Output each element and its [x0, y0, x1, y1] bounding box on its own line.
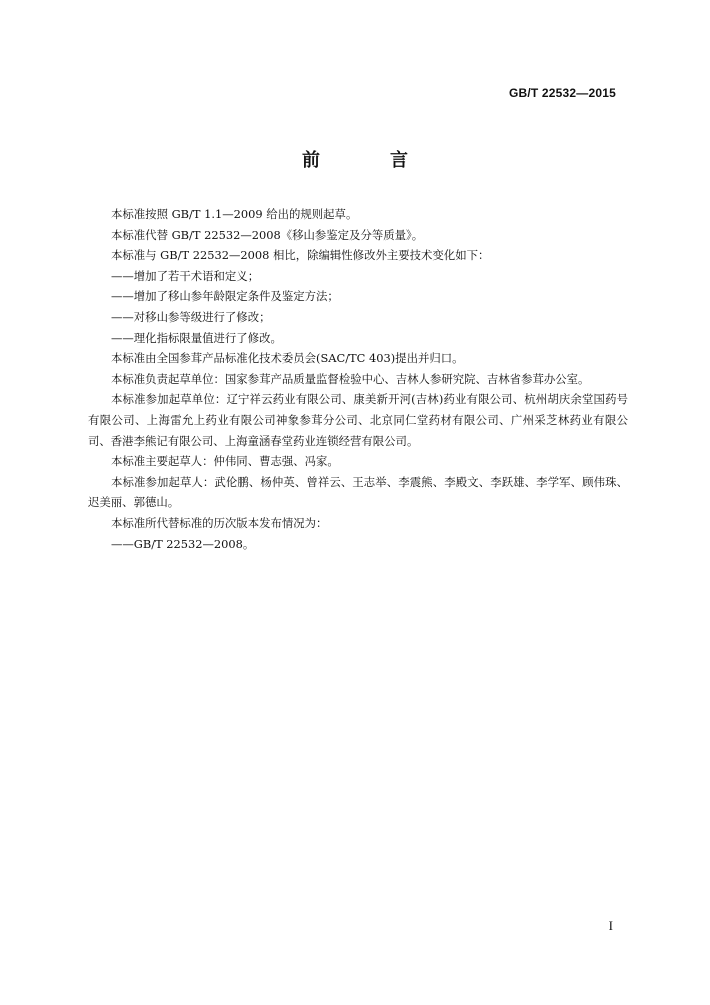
list-item-change: ——对移山参等级进行了修改； — [111, 309, 271, 324]
paragraph-replaces-standard: 本标准代替 GB/T 22532—2008《移山参鉴定及分等质量》。 — [111, 227, 424, 242]
paragraph-main-drafters: 本标准主要起草人：仲伟同、曹志强、冯家。 — [111, 454, 339, 469]
paragraph-lead-drafting-units: 本标准负责起草单位：国家参茸产品质量监督检验中心、吉林人参研究院、吉林省参茸办公室。 — [111, 371, 590, 386]
list-item-change: ——增加了移山参年龄限定条件及鉴定方法； — [111, 289, 339, 304]
paragraph-participating-drafters: 本标准参加起草人：武伦鹏、杨仲英、曾祥云、王志举、李震熊、李殿文、李跃雄、李学军、顾伟珠、迟美丽、郭德山。 — [88, 474, 628, 510]
page-number: I — [608, 918, 613, 933]
foreword-body — [88, 204, 628, 554]
list-item-change: ——理化指标限量值进行了修改。 — [111, 330, 282, 345]
list-item-previous-version: ——GB/T 22532—2008。 — [111, 536, 255, 551]
page-title: 前 言 — [302, 150, 434, 171]
paragraph-drafting-rules: 本标准按照 GB/T 1.1—2009 给出的规则起草。 — [111, 207, 358, 221]
list-item-change: ——增加了若干术语和定义； — [111, 268, 260, 283]
paragraph-changes-intro: 本标准与 GB/T 22532—2008 相比，除编辑性修改外主要技术变化如下： — [111, 248, 490, 263]
paragraph-version-history-intro: 本标准所代替标准的历次版本发布情况为： — [111, 515, 328, 530]
standard-number: GB/T 22532—2015 — [508, 86, 616, 100]
paragraph-participating-units: 本标准参加起草单位：辽宁祥云药业有限公司、康美新开河(吉林)药业有限公司、杭州胡庆余堂国药号有限公司、上海雷允上药业有限公司神象参茸分公司、北京同仁堂药材有限公司、广州采芝林药业有限公司、香港李熊记有限公司、上海童涵春堂药业连锁经营有限公司。 — [88, 392, 628, 448]
paragraph-proposed-by: 本标准由全国参茸产品标准化技术委员会(SAC/TC 403)提出并归口。 — [111, 351, 464, 366]
